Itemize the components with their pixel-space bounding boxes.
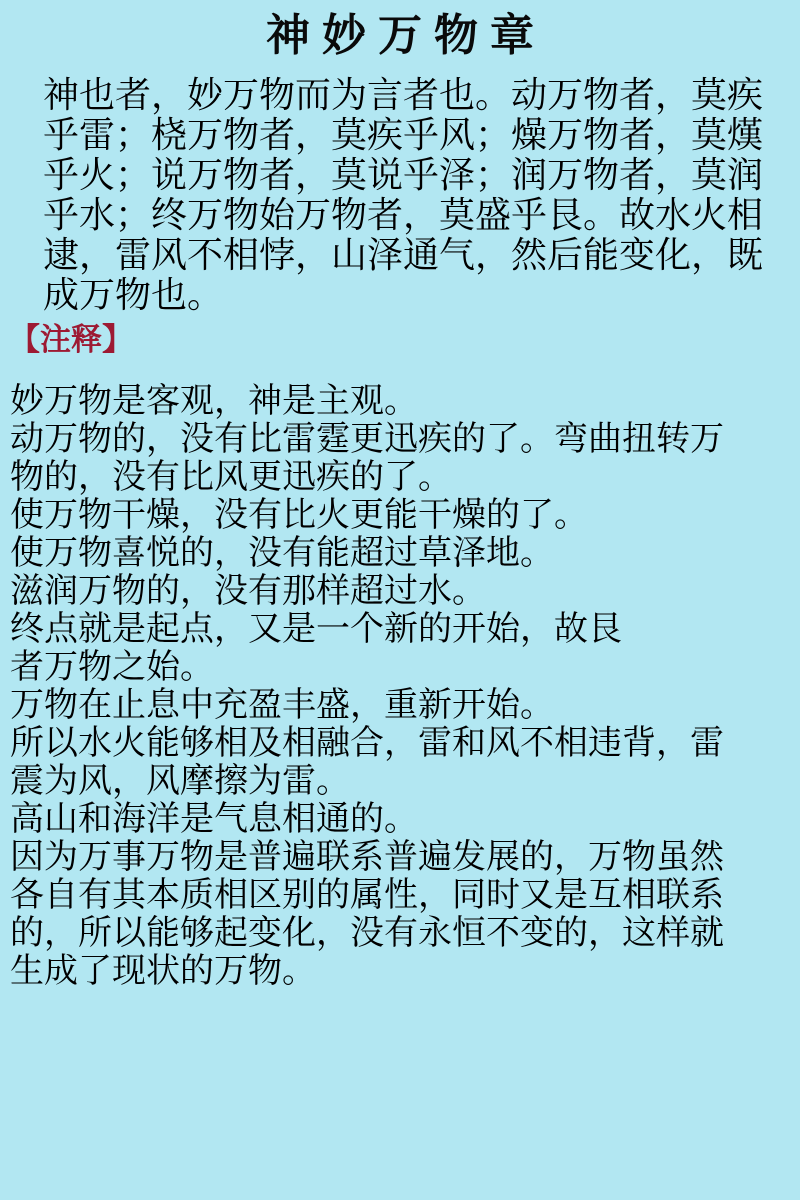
annotation-line: 终点就是起点，又是一个新的开始，故艮: [10, 609, 622, 649]
annotation-line: 物的，没有比风更迅疾的了。: [10, 457, 452, 497]
annotation-line: 的，所以能够起变化，没有永恒不变的，这样就: [10, 913, 724, 953]
annotation-line: 动万物的，没有比雷霆更迅疾的了。弯曲扭转万: [10, 419, 724, 459]
annotation-heading: 【注释】: [9, 322, 133, 358]
classic-text-paragraph: [0, 76, 800, 316]
classic-text-line: 成万物也。: [43, 275, 224, 316]
annotation-line: 各自有其本质相区别的属性，同时又是互相联系: [10, 875, 724, 915]
classic-text-line: 乎水；终万物始万物者，莫盛乎艮。故水火相: [43, 195, 764, 236]
annotation-line: 者万物之始。: [10, 647, 214, 687]
annotation-line: 高山和海洋是气息相通的。: [10, 799, 418, 839]
classic-text-line: 乎雷；桡万物者，莫疾乎风；燥万物者，莫熯: [43, 115, 764, 156]
page-title: 神妙万物章: [266, 10, 546, 61]
classic-text-line: 神也者，妙万物而为言者也。动万物者，莫疾: [43, 75, 764, 116]
annotation-line: 生成了现状的万物。: [10, 951, 316, 991]
classic-text-line: 逮，雷风不相悖，山泽通气，然后能变化，既: [43, 235, 764, 276]
annotation-line: 因为万事万物是普遍联系普遍发展的，万物虽然: [10, 837, 724, 877]
annotation-line: 妙万物是客观，神是主观。: [10, 381, 418, 421]
annotation-line: 使万物喜悦的，没有能超过草泽地。: [10, 533, 554, 573]
annotation-line: 万物在止息中充盈丰盛，重新开始。: [10, 685, 554, 725]
annotation-line: 使万物干燥，没有比火更能干燥的了。: [10, 495, 588, 535]
annotation-line: 所以水火能够相及相融合，雷和风不相违背，雷: [10, 723, 724, 763]
annotation-line: 滋润万物的，没有那样超过水。: [10, 571, 486, 611]
annotation-line: 震为风，风摩擦为雷。: [10, 761, 350, 801]
annotation-text-block: [0, 382, 800, 990]
classic-text-line: 乎火；说万物者，莫说乎泽；润万物者，莫润: [43, 155, 764, 196]
